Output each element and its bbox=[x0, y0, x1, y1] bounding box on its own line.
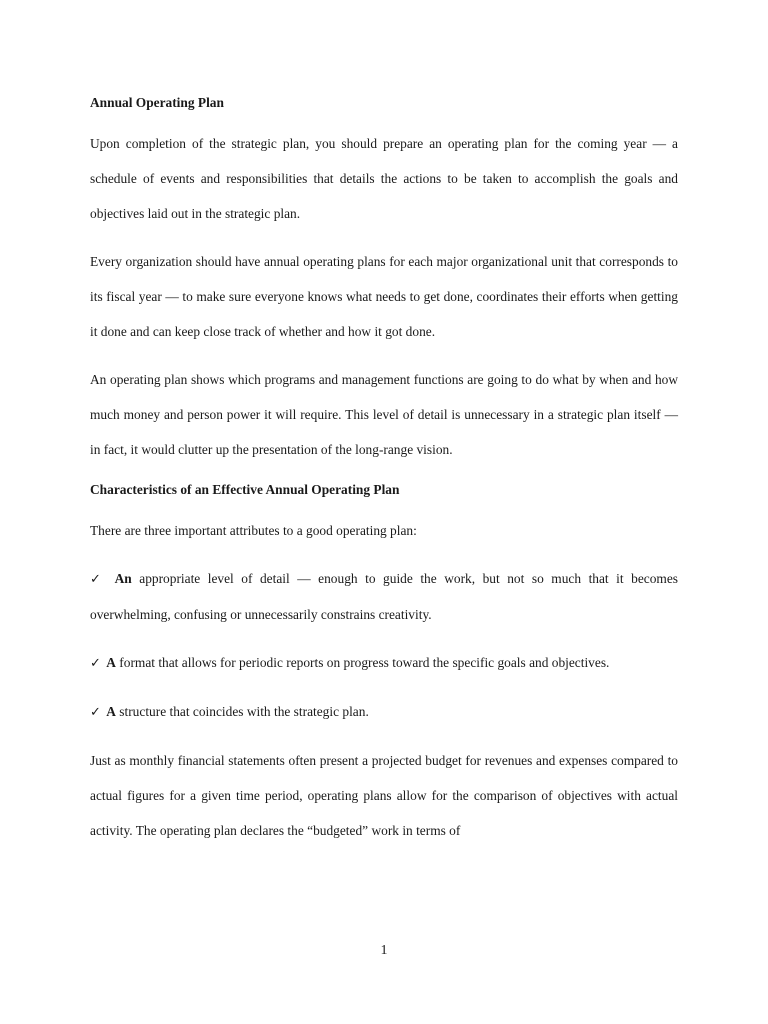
section-heading-annual-operating-plan: Annual Operating Plan bbox=[90, 95, 224, 110]
checklist-item-text: appropriate level of detail — enough to guide the work, but not so much that it becomes overwhelming, confusing or unnecessarily constrains creativity. bbox=[90, 571, 678, 622]
checklist-item-text: format that allows for periodic reports on progress toward the specific goals and objectives. bbox=[115, 655, 610, 670]
paragraph-strategic-completion: Upon completion of the strategic plan, you should prepare an operating plan for the coming year — a schedule of events and responsibilities that details the actions to be taken to accomplish the goals and objectives laid out in the strategic plan. bbox=[90, 136, 678, 221]
document-body bbox=[90, 93, 678, 861]
checklist-item-lead: A bbox=[106, 704, 116, 719]
checkmark-icon: ✓ bbox=[90, 572, 106, 587]
paragraph-monthly-financial: Just as monthly financial statements often present a projected budget for revenues and expenses compared to actual figures for a given time period, operating plans allow for the comparison of objectives with actual activity. The operating plan declares the “budgeted” work in terms of bbox=[90, 753, 678, 838]
paragraph-operating-plan-shows: An operating plan shows which programs and management functions are going to do what by when and how much money and person power it will require. This level of detail is unnecessary in a strategic plan itself — in fact, it would clutter up the presentation of the long-range vision. bbox=[90, 372, 678, 457]
paragraph-three-attributes: There are three important attributes to a good operating plan: bbox=[90, 523, 417, 538]
checklist-item-text: structure that coincides with the strategic plan. bbox=[115, 704, 369, 719]
checklist-item-structure bbox=[90, 694, 678, 730]
checkmark-icon: ✓ bbox=[90, 705, 101, 720]
page-number: 1 bbox=[380, 943, 388, 958]
checklist-item-lead: An bbox=[114, 571, 132, 586]
paragraph-every-organization: Every organization should have annual operating plans for each major organizational unit that corresponds to its fiscal year — to make sure everyone knows what needs to get done, coordinates their efforts when getting it done and can keep close track of whether and how it got done. bbox=[90, 254, 678, 339]
section-heading-characteristics: Characteristics of an Effective Annual Operating Plan bbox=[90, 482, 400, 497]
checklist-item-periodic-reports bbox=[90, 645, 678, 681]
checklist-item-lead: A bbox=[106, 655, 116, 670]
checklist-item-level-of-detail bbox=[90, 561, 678, 632]
checkmark-icon: ✓ bbox=[90, 656, 101, 671]
